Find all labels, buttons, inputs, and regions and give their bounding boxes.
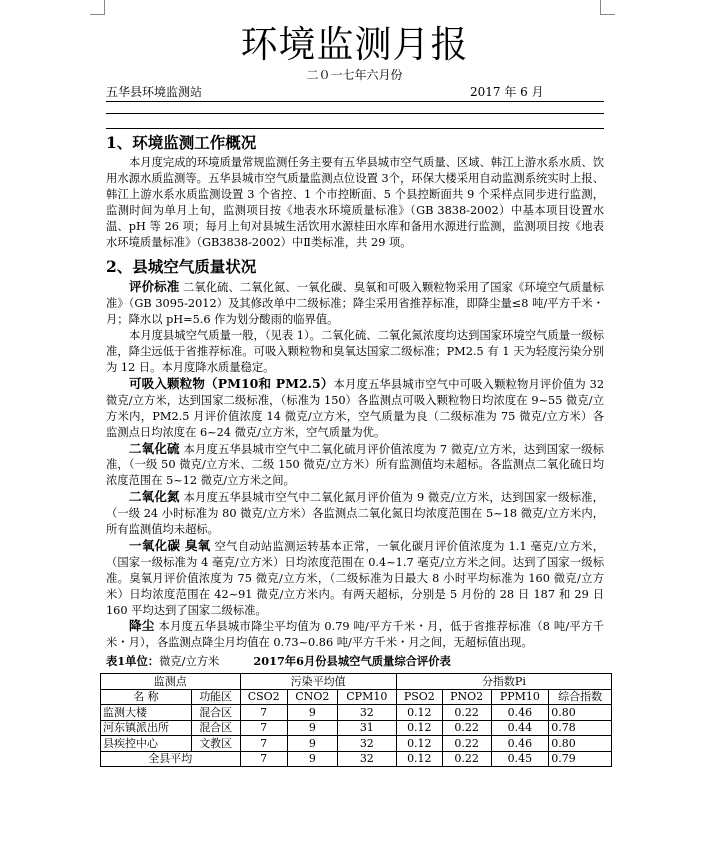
margin-corner-mark: [90, 0, 105, 15]
value-cell: 7: [240, 720, 287, 736]
paragraph-text: 空气自动站监测运转基本正常，一氧化碳月评价值浓度为 1.1 毫克/立方米，（国家一级标准为 4 毫克/立方米）日均浓度范围在 0.4~1.7 毫克/立方米之间。达到了国家一级标准。臭氧月评价值浓度为 75 微克/立方米，（二级标准为日最大 8 小时平均标准为 160 微克/立方米）日均浓度范围在 42~91 微克/立方米内。有两天超标，分别是 5 月份的 28 日 187 和 29 日 160 平均达到了国家二级标准。: [106, 539, 604, 617]
value-cell: 0.80: [549, 736, 612, 752]
table-row: [101, 720, 612, 736]
value-cell: 9: [287, 705, 337, 721]
paragraph-text: 本月度五华县城市空气中二氧化氮月评价值为 9 微克/立方米，达到国家一级标准，（一级 24 小时标准为 80 微克/立方米）各监测点二氧化氮日均浓度范围在 5~18 微克/立方米内，所有监测值均未超标。: [106, 491, 604, 537]
divider-line: [106, 128, 604, 129]
value-cell: 0.12: [396, 705, 442, 721]
value-cell: 9: [287, 751, 337, 767]
caption-title: 2017年6月份县城空气质量综合评价表: [253, 654, 451, 669]
value-cell: 0.12: [396, 736, 442, 752]
value-cell: 9: [287, 736, 337, 752]
area-cell: 文教区: [191, 736, 240, 752]
area-cell: 混合区: [191, 720, 240, 736]
document-body: [103, 131, 605, 767]
header-cell: 分指数Pi: [396, 674, 611, 690]
air-quality-table: [100, 673, 612, 767]
header-cell: CPM10: [337, 689, 396, 705]
section2-heading: 2、县城空气质量状况: [106, 257, 257, 277]
value-cell: 0.22: [442, 736, 491, 752]
paragraph-standard: [106, 279, 604, 328]
station-cell: 河东镇派出所: [101, 720, 192, 736]
header-cell: PNO2: [442, 689, 491, 705]
value-cell: 0.44: [491, 720, 549, 736]
value-cell: 0.45: [491, 751, 549, 767]
header-cell: 监测点: [101, 674, 241, 690]
header-cell: PSO2: [396, 689, 442, 705]
report-date: 2017 年 6 月: [470, 85, 544, 99]
paragraph-text: 二氧化硫、二氧化氮、一氧化碳、臭氧和可吸入颗粒物采用了国家《环境空气质量标准》（GB 3095-2012）及其修改单中二级标准；降尘采用省推荐标准，即降尘量≤8 吨/平方千米・月；降水以 pH=5.6 作为划分酸雨的临界值。: [106, 281, 604, 327]
header-cell: CNO2: [287, 689, 337, 705]
paragraph-summary: 本月度县城空气质量一般，（见表 1）。二氧化硫、二氧化氮浓度均达到国家环境空气质量一级标准，降尘远低于省推荐标准。可吸入颗粒物和臭氧达国家二级标准；PM2.5 有 1 天为轻度污染分别为 12 日。本月度降水质量稳定。: [106, 329, 604, 374]
value-cell: 0.12: [396, 751, 442, 767]
value-cell: 32: [337, 751, 396, 767]
paragraph-lead: 降尘: [129, 618, 155, 634]
station-cell: 监测大楼: [101, 705, 192, 721]
document-subtitle: 二０一七年六月份: [306, 68, 403, 82]
margin-corner-mark: [600, 0, 615, 15]
header-cell: 综合指数: [549, 689, 612, 705]
value-cell: 0.79: [549, 751, 612, 767]
table-row: [101, 705, 612, 721]
paragraph-pm: [106, 376, 604, 441]
paragraph-lead: 评价标准: [129, 279, 180, 295]
paragraph-lead: 二氧化硫: [129, 440, 180, 456]
area-cell: 混合区: [191, 705, 240, 721]
station-cell: 县疾控中心: [101, 736, 192, 752]
value-cell: 0.46: [491, 736, 549, 752]
section1-paragraph: 本月度完成的环境质量常规监测任务主要有五华县城市空气质量、区域、韩江上游水系水质、饮用水源水质监测等。五华县城市空气质量监测点位设置 3个，环保大楼采用自动监测系统实时上报、韩江上游水系水质监测设置 3 个省控、1 个市控断面、5 个县控断面共 9 个采样点同步进行监测，监测时间为单月上旬，监测项目按《地表水环境质量标准》（GB 3838-2002）中基本项目设置水温、pH 等 26 项；每月上旬对县城生活饮用水源桂田水库和备用水源进行监测，监测项目按《地表水环境质量标准》（GB3838-2002）中Ⅱ类标准，共 29 项。: [106, 156, 604, 249]
value-cell: 32: [337, 705, 396, 721]
paragraph-text: 本月度五华县城市降尘平均值为 0.79 吨/平方千米・月，低于省推荐标准（8 吨/平方千米・月），各监测点降尘月均值在 0.73~0.86 吨/平方千米・月之间，无超标值出现。: [106, 620, 604, 650]
caption-unit: 微克/立方米: [159, 655, 220, 669]
header-cell: 名 称: [101, 689, 192, 705]
paragraph-co-o3: [106, 538, 604, 619]
paragraph-lead: 可吸入颗粒物（PM10和 PM2.5）: [129, 375, 334, 391]
table-header-row: [101, 689, 612, 705]
table-caption: [106, 652, 604, 671]
header-cell: CSO2: [240, 689, 287, 705]
station-name: 五华县环境监测站: [106, 85, 203, 99]
paragraph-no2: [106, 489, 604, 538]
paragraph-dust: [106, 618, 604, 651]
value-cell: 0.80: [549, 705, 612, 721]
section1-heading: 1、环境监测工作概况: [106, 133, 257, 152]
value-cell: 9: [287, 720, 337, 736]
value-cell: 7: [240, 705, 287, 721]
value-cell: 0.22: [442, 705, 491, 721]
paragraph-so2: [106, 441, 604, 490]
value-cell: 7: [240, 736, 287, 752]
value-cell: 0.78: [549, 720, 612, 736]
value-cell: 0.22: [442, 751, 491, 767]
value-cell: 0.22: [442, 720, 491, 736]
paragraph-lead: 一氧化碳 臭氧: [129, 537, 211, 553]
value-cell: 0.46: [491, 705, 549, 721]
value-cell: 7: [240, 751, 287, 767]
header-cell: PPM10: [491, 689, 549, 705]
caption-prefix: 表1单位：: [106, 654, 160, 669]
table-header-row: [101, 674, 612, 690]
paragraph-lead: 二氧化氮: [129, 489, 180, 505]
paragraph-text: 本月度五华县城市空气中可吸入颗粒物月评价值为 32 微克/立方米，达到国家二级标准，（标准为 150）各监测点可吸入颗粒物日均浓度在 9~55 微克/立方米内，PM2.5 月评价值浓度 14 微克/立方米，空气质量为良（二级标准为 75 微克/立方米）各监测点日均浓度在 6~24 微克/立方米，空气质量为优。: [106, 377, 605, 439]
divider-line: [106, 113, 604, 114]
table-row: [101, 736, 612, 752]
paragraph-text: 本月度五华县城市空气中二氧化硫月评价值浓度为 7 微克/立方米，达到国家一级标准，（一级 50 微克/立方米、二级 150 微克/立方米）所有监测值均未超标。各监测点二氧化硫日均浓度范围在 5~12 微克/立方米之间。: [106, 442, 604, 488]
document-title: 环境监测月报: [240, 23, 469, 66]
header-cell: 污染平均值: [240, 674, 396, 690]
divider-line: [106, 101, 604, 102]
value-cell: 32: [337, 736, 396, 752]
header-cell: 功能区: [191, 689, 240, 705]
value-cell: 0.12: [396, 720, 442, 736]
station-cell: 全县平均: [101, 751, 241, 767]
table-row-average: [101, 751, 612, 767]
value-cell: 31: [337, 720, 396, 736]
